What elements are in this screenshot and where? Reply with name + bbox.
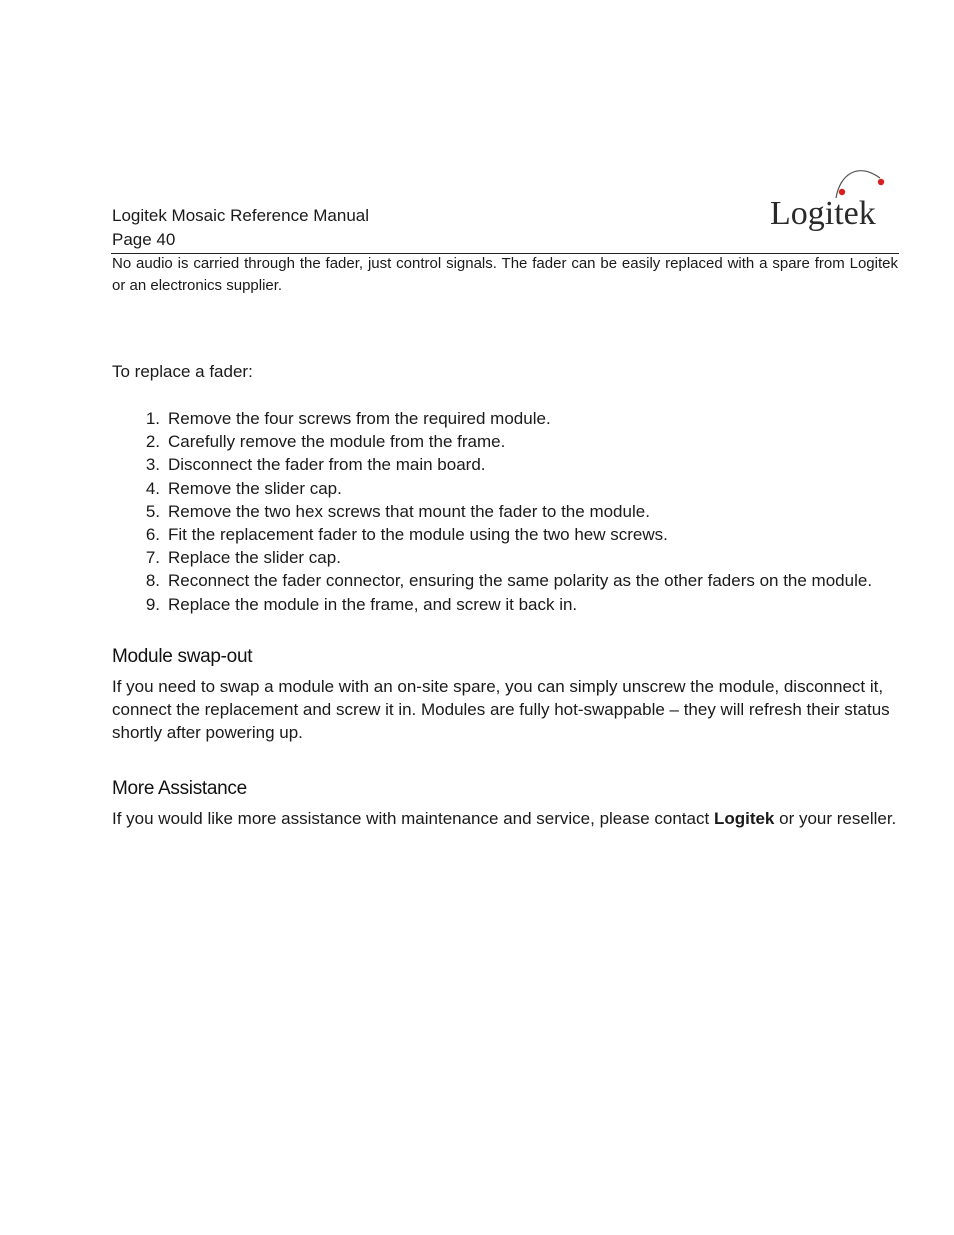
intro-paragraph: No audio is carried through the fader, just control signals. The fader can be easily replaced with a spare from Logitek or an electronics supplier. xyxy=(112,255,898,294)
list-item xyxy=(112,523,892,546)
list-item xyxy=(112,546,892,569)
module-swap-heading: Module swap-out xyxy=(112,646,253,667)
step-text: Reconnect the fader connector, ensuring the same polarity as the other faders on the module. xyxy=(168,571,873,591)
replacement-steps-list xyxy=(112,407,892,616)
step-text: Replace the module in the frame, and screw it back in. xyxy=(168,594,578,614)
more-assistance-heading: More Assistance xyxy=(112,778,247,799)
list-item xyxy=(112,430,892,453)
logitek-logo xyxy=(766,160,896,240)
step-number: 2. xyxy=(145,432,160,452)
more-assistance-paragraph xyxy=(112,807,898,830)
step-number: 7. xyxy=(145,548,160,568)
list-item xyxy=(112,569,892,592)
list-item xyxy=(112,407,892,430)
logo-wordmark: Logitek xyxy=(770,195,876,232)
list-item xyxy=(112,500,892,523)
page-number: Page 40 xyxy=(112,230,176,249)
list-item xyxy=(112,477,892,500)
step-number: 1. xyxy=(145,409,160,428)
module-swap-paragraph: If you need to swap a module with an on-site spare, you can simply unscrew the module, disconnect it, connect the replacement and screw it in. Modules are fully hot-swappable – they will refresh their status shortly after powering up. xyxy=(112,677,890,742)
logo-dot-right xyxy=(878,179,884,185)
list-item xyxy=(112,593,892,616)
step-number: 5. xyxy=(145,501,160,521)
step-text: Remove the two hex screws that mount the fader to the module. xyxy=(168,501,650,521)
step-number: 3. xyxy=(145,455,160,475)
step-text: Replace the slider cap. xyxy=(168,548,341,568)
assistance-text-end: or your reseller. xyxy=(774,809,897,828)
step-number: 4. xyxy=(145,478,160,498)
assistance-text-start: If you would like more assistance with maintenance and service, please contact xyxy=(112,809,714,828)
step-number: 6. xyxy=(145,525,160,545)
manual-title: Logitek Mosaic Reference Manual xyxy=(112,206,370,225)
procedure-lead: To replace a fader: xyxy=(112,362,253,381)
step-number: 9. xyxy=(145,594,160,614)
step-text: Carefully remove the module from the frame. xyxy=(168,432,506,452)
step-text: Fit the replacement fader to the module using the two hew screws. xyxy=(168,525,668,545)
logitek-contact-name: Logitek xyxy=(713,809,775,828)
step-text: Remove the slider cap. xyxy=(168,478,342,498)
step-number: 8. xyxy=(145,571,160,591)
list-item xyxy=(112,453,892,476)
step-text: Disconnect the fader from the main board. xyxy=(168,455,486,475)
step-text: Remove the four screws from the required module. xyxy=(168,409,551,428)
